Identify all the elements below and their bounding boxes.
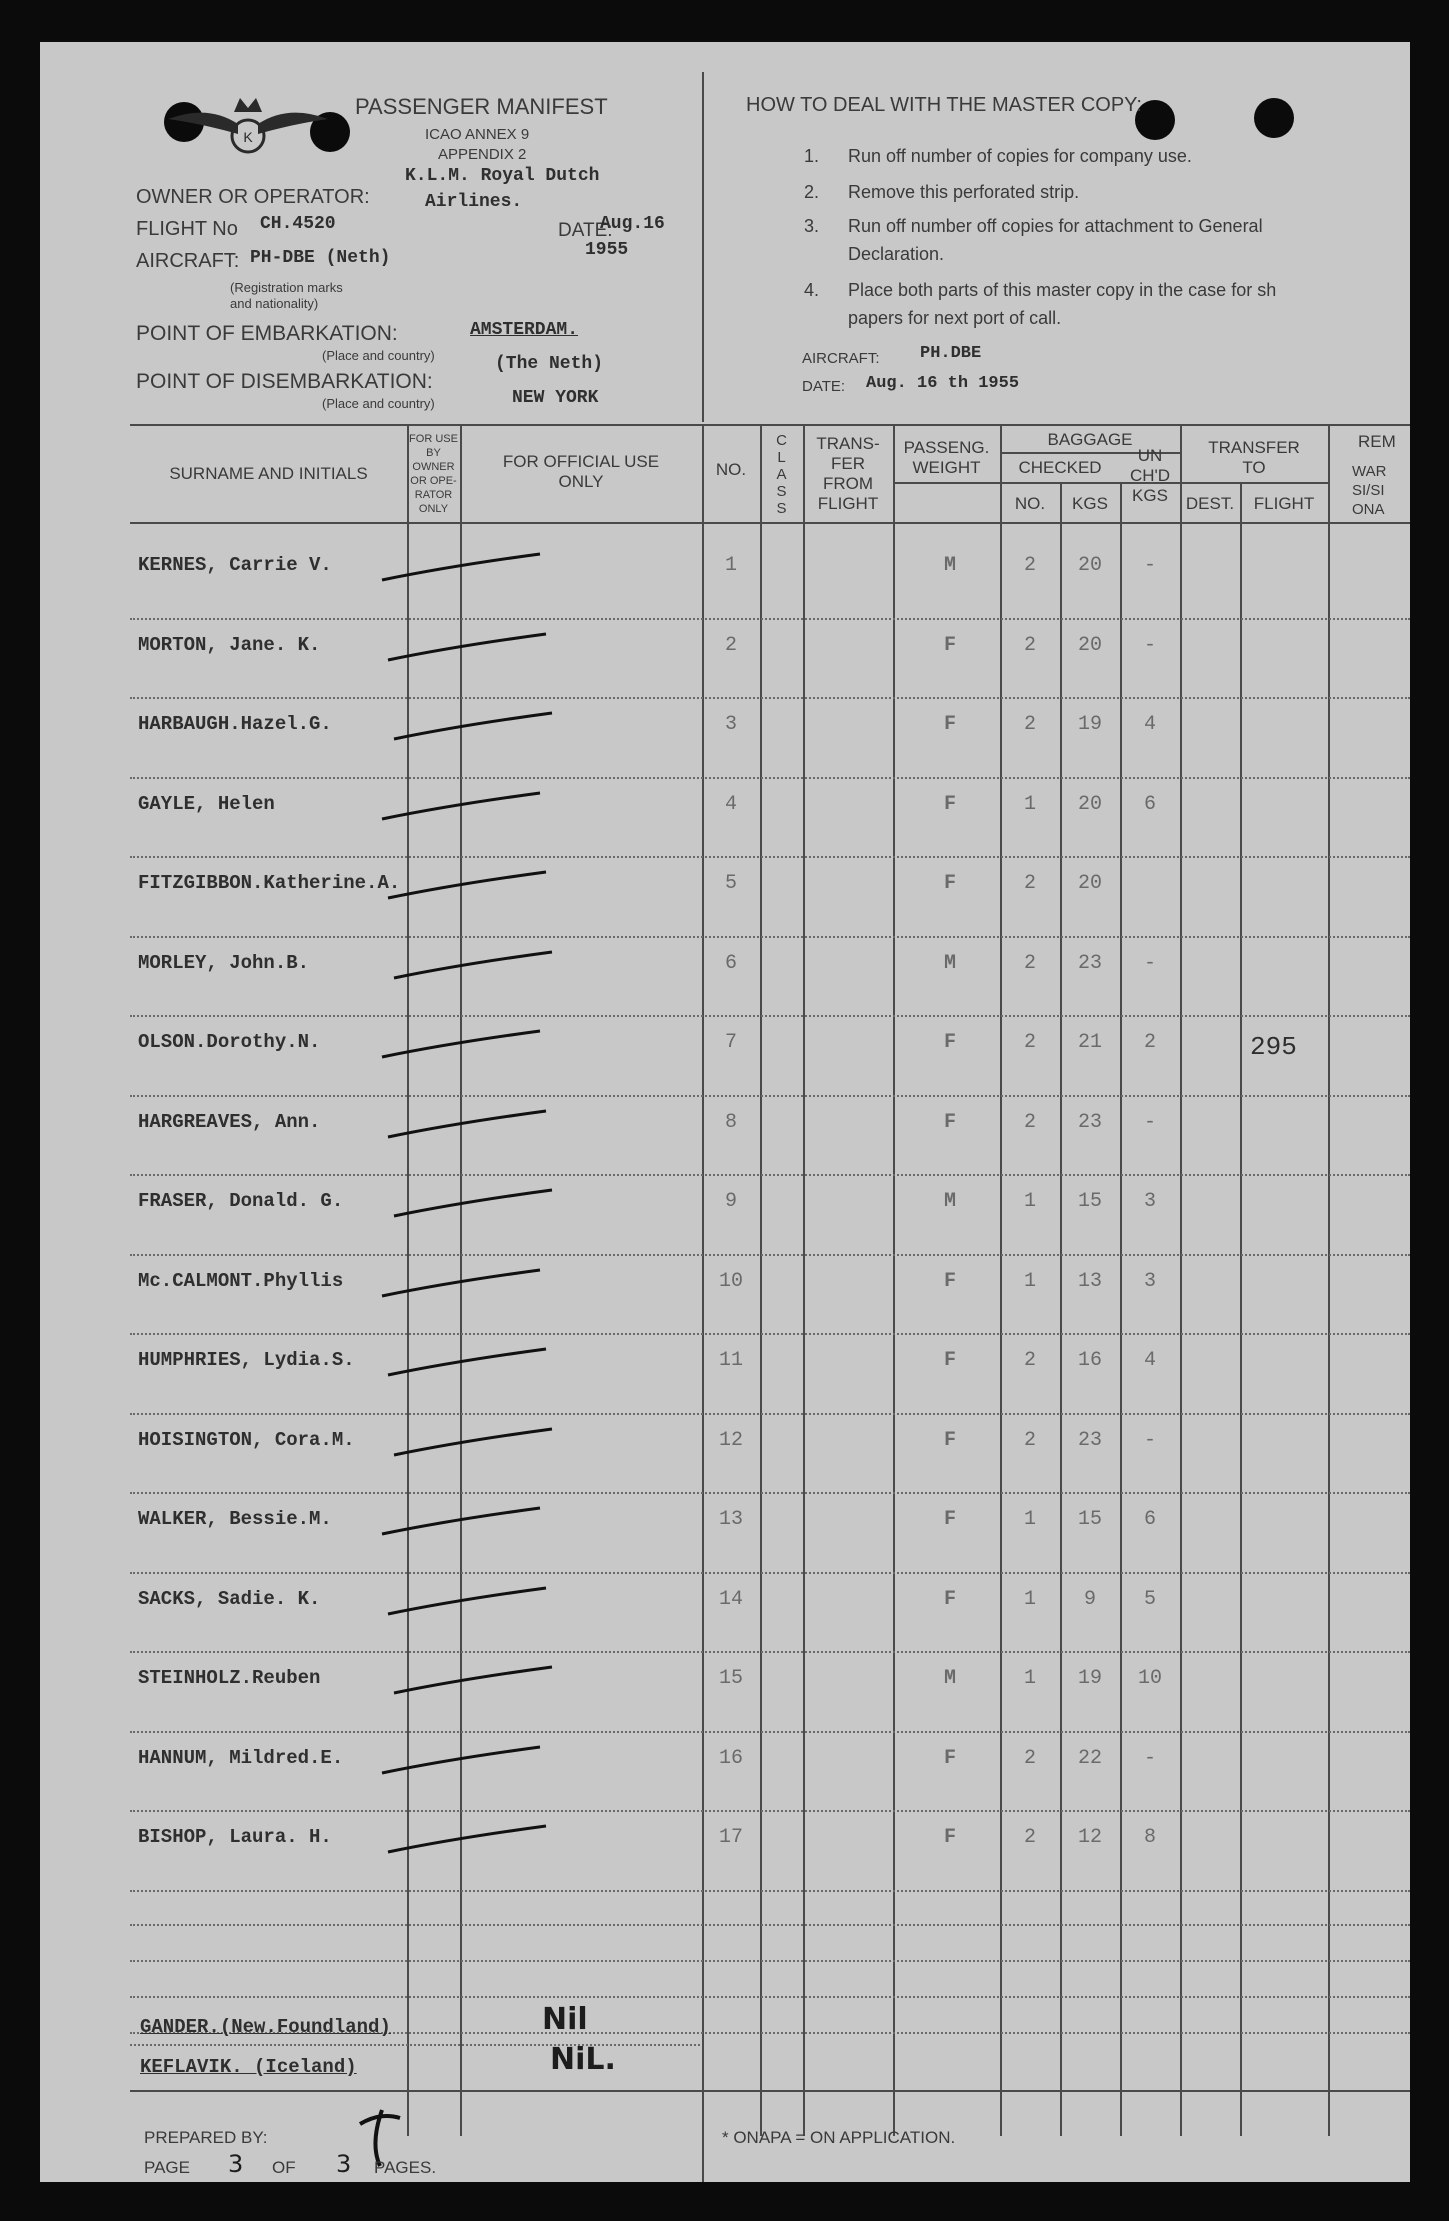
passenger-sex: F [943,1110,956,1134]
onapa-note: * ONAPA = ON APPLICATION. [722,2128,956,2147]
instr-text-1: Run off number of copies for company use. [848,146,1192,166]
bag-kgs: 13 [1077,1269,1102,1293]
col-line-transfer [803,426,805,2136]
bag-count: 1 [1023,1269,1036,1293]
tick-mark-icon [380,1262,550,1302]
bag-unchecked: 2 [1143,1031,1156,1054]
bag-kgs: 20 [1077,872,1102,895]
bag-kgs: 20 [1077,792,1102,816]
embark-country: (The Neth) [495,354,604,374]
bag-kgs: 15 [1077,1190,1102,1213]
tick-mark-icon [392,944,562,984]
of-label: OF [272,2158,296,2177]
passenger-name: STEINHOLZ.Reuben [138,1667,321,1689]
page-number: 3 [228,2150,244,2178]
col-line-no [702,426,704,2182]
bag-kgs: 23 [1077,1428,1102,1452]
tick-mark-icon [392,1182,562,1222]
row-rule [130,777,1410,779]
col-bag-no: NO. [1014,494,1046,513]
passenger-sex: F [943,1746,956,1770]
passenger-no: 15 [718,1667,743,1690]
col-baggage: BAGGAGE [1047,430,1133,449]
passenger-name: HARGREAVES, Ann. [138,1110,321,1133]
passenger-sex: M [943,1667,956,1690]
row-rule [130,1333,1410,1335]
header-divider [702,72,704,422]
col-surname: SURNAME AND INITIALS [169,464,368,483]
bag-kgs: 20 [1077,633,1102,657]
transfer-underline [1180,482,1328,484]
col-owner-use: FOR USE BY OWNER OR OPE- RATOR ONLY [409,433,458,515]
bag-kgs: 19 [1077,1667,1102,1690]
passenger-name: SACKS, Sadie. K. [138,1587,321,1610]
transit-gander-value: Nil [542,2002,588,2037]
bag-unchecked: - [1143,1428,1156,1452]
instr-text-3: Run off number off copies for attachment to General [848,216,1263,236]
col-official-use: FOR OFFICIAL USE ONLY [502,452,660,491]
passenger-no: 11 [718,1349,743,1372]
passenger-sex: M [943,554,956,577]
passenger-no: 8 [724,1110,737,1134]
passenger-name: OLSON.Dorothy.N. [138,1031,321,1053]
passenger-no: 10 [718,1269,743,1293]
owner-value-cont: Airlines. [425,192,523,212]
passenger-sex: F [943,1428,956,1452]
passenger-no: 12 [718,1428,743,1452]
bag-unchecked: 10 [1137,1667,1162,1690]
instructions-title: HOW TO DEAL WITH THE MASTER COPY: [746,94,1142,116]
passenger-no: 7 [724,1031,737,1054]
passenger-name: BISHOP, Laura. H. [138,1826,332,1848]
tick-mark-icon [380,1023,550,1063]
col-line-unchd [1180,426,1182,2136]
col-passeng-weight: PASSENG. WEIGHT [903,438,990,477]
transit-stop-gander: GANDER.(New.Foundland) [140,2016,391,2038]
row-rule [130,856,1410,858]
reg-note: (Registration marks [230,280,343,295]
bag-kgs: 12 [1077,1826,1102,1849]
bag-count: 2 [1023,633,1036,657]
instr-num-1: 1. [804,146,820,166]
manifest-title: PASSENGER MANIFEST [355,94,608,119]
passenger-sex: F [943,1587,956,1611]
date-label: DATE: [558,220,613,241]
date-year: 1955 [585,240,629,260]
passenger-no: 17 [718,1826,743,1849]
tick-mark-icon [380,785,550,825]
disembark-value: NEW YORK [512,388,599,408]
bag-count: 1 [1023,792,1036,816]
bag-kgs: 19 [1077,713,1102,736]
passenger-name: HANNUM, Mildred.E. [138,1746,344,1769]
bag-kgs: 16 [1077,1349,1102,1372]
bag-kgs: 20 [1077,554,1102,577]
bag-count: 2 [1023,1110,1036,1134]
bag-unchecked: 6 [1143,792,1156,816]
col-bag-kgs: KGS [1072,494,1108,513]
col-no: NO. [715,460,747,479]
tick-mark-icon [392,1421,562,1461]
col-dest: DEST. [1185,494,1235,513]
tick-mark-icon [380,546,550,586]
tick-mark-icon [386,1341,556,1381]
tick-mark-icon [386,1580,556,1620]
col-checked: CHECKED [1018,458,1102,477]
manifest-page [40,42,1410,2182]
bag-count: 2 [1023,1428,1036,1452]
passenger-no: 6 [724,951,737,975]
tick-mark-icon [392,1659,562,1699]
col-transfer-to: TRANSFER TO [1208,438,1300,477]
passenger-no: 9 [724,1190,737,1213]
flight-value: CH.4520 [260,214,336,234]
bag-unchecked: - [1143,1746,1156,1770]
passenger-name: GAYLE, Helen [138,792,275,815]
tick-mark-icon [386,626,556,666]
bag-count: 2 [1023,713,1036,736]
bag-count: 1 [1023,1587,1036,1611]
instr-text-3b: Declaration. [848,244,945,264]
instr-text-2: Remove this perforated strip. [848,182,1080,202]
passenger-name: MORLEY, John.B. [138,951,310,974]
embark-value: AMSTERDAM. [470,320,579,340]
transit-stop-keflavik: KEFLAVIK. (Iceland) [140,2056,357,2078]
passenger-sex: F [943,1349,956,1372]
page-label: PAGE [144,2158,190,2177]
punch-hole [1254,98,1294,138]
bag-count: 2 [1023,951,1036,975]
aircraft-label: AIRCRAFT: [136,250,240,272]
tick-mark-icon [386,1818,556,1858]
passenger-sex: F [943,1826,956,1849]
date-value: Aug.16 [600,214,665,234]
passenger-no: 3 [724,713,737,736]
col-unchd: UN CH'D KGS [1129,446,1171,505]
row-rule [130,1572,1410,1574]
embark-place-note: (Place and country) [322,348,435,363]
passenger-no: 2 [724,633,737,657]
instr-num-2: 2. [804,182,820,202]
disembark-place-note: (Place and country) [322,396,435,411]
tick-mark-icon [392,705,562,745]
row-rule [130,1174,1410,1176]
bag-unchecked: 8 [1143,1826,1156,1849]
tick-mark-icon [386,1103,556,1143]
prepared-by-label: PREPARED BY: [144,2128,268,2147]
instr-text-4b: papers for next port of call. [848,308,1062,328]
col-line-class [760,426,762,2136]
passenger-name: FRASER, Donald. G. [138,1190,344,1212]
icao-annex: ICAO ANNEX 9 [425,126,530,143]
bag-kgs: 23 [1077,1110,1102,1134]
bag-count: 1 [1023,1190,1036,1213]
bag-kgs: 9 [1083,1587,1096,1611]
col-line-dest [1240,482,1242,2136]
bag-unchecked: 4 [1143,1349,1156,1372]
weight-underline [893,482,1000,484]
aircraft-value: PH-DBE (Neth) [250,248,391,268]
col-rem: REM [1358,432,1396,451]
bag-count: 2 [1023,1826,1036,1849]
instr-text-4: Place both parts of this master copy in the case for sh [848,280,1277,300]
footer-line [130,2090,1410,2092]
bag-unchecked: - [1143,633,1156,657]
col-class: C L A S S [776,432,787,517]
bag-unchecked: 3 [1143,1190,1156,1213]
row-rule [130,1924,1410,1926]
row-rule [130,1960,1410,1962]
page-total: 3 [336,2150,352,2178]
passenger-sex: F [943,713,956,736]
bag-count: 1 [1023,1508,1036,1531]
passenger-name: HOISINGTON, Cora.M. [138,1428,355,1451]
bag-count: 1 [1023,1667,1036,1690]
row-rule [130,936,1410,938]
passenger-sex: M [943,1190,956,1213]
bag-kgs: 15 [1077,1508,1102,1531]
passenger-sex: F [943,792,956,816]
total-annotation: 295 [1250,1032,1297,1062]
appendix: APPENDIX 2 [438,146,527,163]
tick-mark-icon [380,1500,550,1540]
passenger-name: HARBAUGH.Hazel.G. [138,713,332,735]
bag-unchecked: 5 [1143,1587,1156,1611]
instr-date-value: Aug. 16 th 1955 [866,374,1020,393]
header-bottom-line [130,522,1410,524]
instr-date-label: DATE: [802,378,846,395]
tick-mark-icon [380,1739,550,1779]
row-rule [130,1810,1410,1812]
klm-crown-logo-icon [158,84,338,164]
row-rule [130,1996,1410,1998]
svg-text:K: K [243,129,253,145]
passenger-name: FITZGIBBON.Katherine.A. [138,872,401,894]
disembark-label: POINT OF DISEMBARKATION: [136,370,433,393]
passenger-name: MORTON, Jane. K. [138,633,321,656]
reg-note-2: and nationality) [230,296,319,311]
bag-count: 2 [1023,1746,1036,1770]
passenger-name: Mc.CALMONT.Phyllis [138,1269,344,1292]
flight-label: FLIGHT No [136,218,238,240]
bag-count: 2 [1023,554,1036,577]
col-line-flight [1328,426,1330,2136]
passenger-name: KERNES, Carrie V. [138,554,332,576]
bag-kgs: 23 [1077,951,1102,975]
owner-label: OWNER OR OPERATOR: [136,186,370,208]
row-rule [130,1492,1410,1494]
bag-count: 2 [1023,1031,1036,1054]
row-rule [130,1254,1410,1256]
passenger-sex: F [943,1269,956,1293]
row-rule [130,697,1410,699]
row-rule [130,1413,1410,1415]
passenger-name: HUMPHRIES, Lydia.S. [138,1349,355,1371]
tick-mark-icon [386,864,556,904]
row-rule [130,1095,1410,1097]
row-rule [130,1651,1410,1653]
bag-unchecked: - [1143,951,1156,975]
row-rule [130,618,1410,620]
passenger-no: 14 [718,1587,743,1611]
passenger-no: 5 [724,872,737,895]
row-rule [130,1890,1410,1892]
col-flight: FLIGHT [1253,494,1315,513]
passenger-no: 1 [724,554,737,577]
row-rule [130,1015,1410,1017]
embark-label: POINT OF EMBARKATION: [136,322,398,345]
passenger-sex: F [943,633,956,657]
passenger-name: WALKER, Bessie.M. [138,1508,332,1530]
passenger-no: 13 [718,1508,743,1531]
bag-unchecked: 6 [1143,1508,1156,1531]
bag-kgs: 21 [1077,1031,1102,1054]
bag-count: 2 [1023,1349,1036,1372]
pages-label: PAGES. [374,2158,437,2177]
table-top-line [130,424,1410,426]
passenger-no: 16 [718,1746,743,1770]
col-line-weight [893,426,895,2136]
owner-value: K.L.M. Royal Dutch [405,166,600,186]
col-rem-sub: WAR SI/SI ONA [1352,463,1387,518]
bag-kgs: 22 [1077,1746,1102,1770]
instr-aircraft-label: AIRCRAFT: [802,350,880,367]
passenger-sex: M [943,951,956,975]
bag-unchecked: 3 [1143,1269,1156,1293]
col-transfer-from: TRANS- FER FROM FLIGHT [816,434,880,513]
instr-aircraft-value: PH.DBE [920,344,982,363]
bag-count: 2 [1023,872,1036,895]
passenger-sex: F [943,1031,956,1054]
passenger-sex: F [943,1508,956,1531]
passenger-no: 4 [724,792,737,816]
bag-unchecked: - [1143,1110,1156,1134]
instr-num-4: 4. [804,280,820,300]
instr-num-3: 3. [804,216,820,236]
transit-keflavik-value: NiL. [550,2042,616,2077]
bag-unchecked: - [1143,554,1156,577]
bag-unchecked: 4 [1143,713,1156,736]
passenger-sex: F [943,872,956,895]
row-rule [130,1731,1410,1733]
